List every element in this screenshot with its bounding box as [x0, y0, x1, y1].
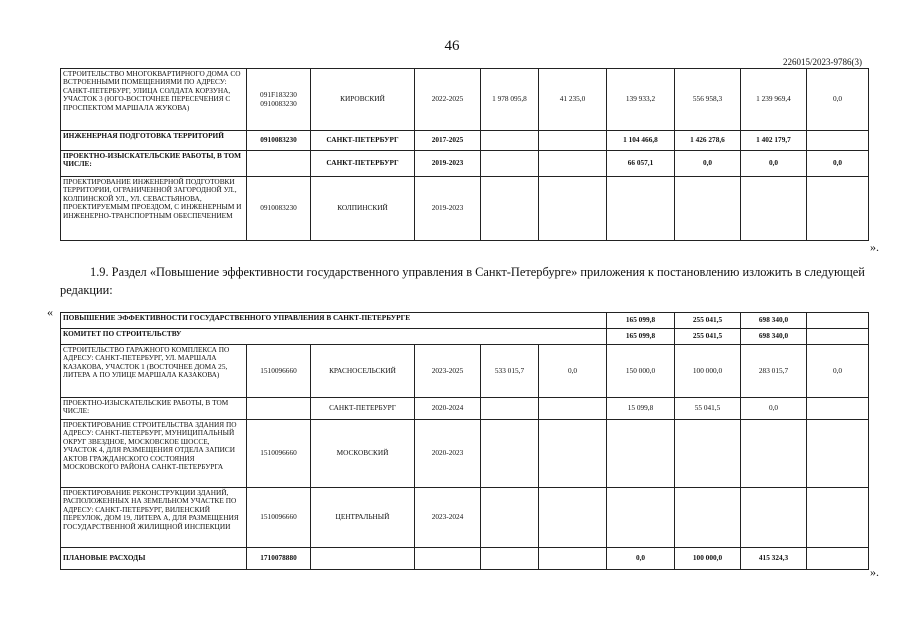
cell-value	[675, 420, 741, 488]
cell-value: 0,0	[607, 548, 675, 570]
cell-code: 091F183230 0910083230	[247, 69, 311, 131]
cell-value: 100 000,0	[675, 345, 741, 398]
cell-value	[607, 488, 675, 548]
table-row	[61, 131, 869, 151]
cell-value: 283 015,7	[741, 345, 807, 398]
cell-name: ИНЖЕНЕРНАЯ ПОДГОТОВКА ТЕРРИТОРИЙ	[61, 131, 247, 151]
cell-value	[539, 177, 607, 241]
opening-quote: «	[47, 305, 53, 319]
cell-years: 2020-2023	[415, 420, 481, 488]
cell-value	[539, 488, 607, 548]
cell-value	[807, 177, 869, 241]
cell-district: САНКТ-ПЕТЕРБУРГ	[311, 131, 415, 151]
cell-value	[807, 420, 869, 488]
cell-value	[539, 420, 607, 488]
cell-value	[539, 131, 607, 151]
cell-years: 2019-2023	[415, 151, 481, 177]
cell-district: ЦЕНТРАЛЬНЫЙ	[311, 488, 415, 548]
cell-years: 2023-2025	[415, 345, 481, 398]
cell-code: 1510096660	[247, 488, 311, 548]
cell-value: 0,0	[807, 151, 869, 177]
cell-value: 0,0	[675, 151, 741, 177]
cell-value: 1 239 969,4	[741, 69, 807, 131]
table-row	[61, 151, 869, 177]
cell-code: 1510096660	[247, 345, 311, 398]
cell-district	[311, 548, 415, 570]
cell-name: ПРОЕКТИРОВАНИЕ ИНЖЕНЕРНОЙ ПОДГОТОВКИ ТЕРРИТОРИИ, ОГРАНИЧЕННОЙ ЗАГОРОДНОЙ УЛ., КОЛПИНСКОЙ УЛ., УЛ. СЕВАСТЬЯНОВА, ПРОЕКТИРУЕМЫМ ПРОЕЗДОМ, С ИНЖЕНЕРНЫМ И ИНЖЕНЕРНО-ТРАНСПОРТНЫМ ОБЕСПЕЧЕНИЕМ	[61, 177, 247, 241]
table-row	[61, 177, 869, 241]
cell-district: КРАСНОСЕЛЬСКИЙ	[311, 345, 415, 398]
table-row	[61, 548, 869, 570]
table-row	[61, 345, 869, 398]
cell-value	[807, 329, 869, 345]
table-row	[61, 488, 869, 548]
cell-name: ПРОЕКТНО-ИЗЫСКАТЕЛЬСКИЕ РАБОТЫ, В ТОМ ЧИСЛЕ:	[61, 398, 247, 420]
cell-value	[539, 398, 607, 420]
cell-value	[481, 151, 539, 177]
cell-value	[481, 488, 539, 548]
cell-value: 698 340,0	[741, 313, 807, 329]
cell-value: 698 340,0	[741, 329, 807, 345]
cell-district: КИРОВСКИЙ	[311, 69, 415, 131]
cell-value	[481, 420, 539, 488]
cell-value: 255 041,5	[675, 313, 741, 329]
cell-name: КОМИТЕТ ПО СТРОИТЕЛЬСТВУ	[61, 329, 607, 345]
cell-code	[247, 398, 311, 420]
cell-code	[247, 151, 311, 177]
cell-value: 165 099,8	[607, 329, 675, 345]
cell-value: 0,0	[741, 398, 807, 420]
cell-value: 1 978 095,8	[481, 69, 539, 131]
page-number: 46	[444, 38, 460, 54]
budget-table-2	[60, 312, 869, 570]
cell-value: 150 000,0	[607, 345, 675, 398]
budget-table-1	[60, 68, 869, 241]
cell-value	[807, 313, 869, 329]
cell-value: 0,0	[741, 151, 807, 177]
cell-value	[807, 488, 869, 548]
table-row	[61, 313, 869, 329]
cell-value	[481, 131, 539, 151]
cell-name: ПРОЕКТИРОВАНИЕ СТРОИТЕЛЬСТВА ЗДАНИЯ ПО АДРЕСУ: САНКТ-ПЕТЕРБУРГ, МУНИЦИПАЛЬНЫЙ ОКРУГ ЗВЕЗДНОЕ, МОСКОВСКОЕ ШОССЕ, УЧАСТОК 4, ДЛЯ РАЗМЕЩЕНИЯ ОТДЕЛА ЗАПИСИ АКТОВ ГРАЖДАНСКОГО СОСТОЯНИЯ МОСКОВСКОГО РАЙОНА САНКТ-ПЕТЕРБУРГА	[61, 420, 247, 488]
cell-years: 2022-2025	[415, 69, 481, 131]
cell-value	[741, 488, 807, 548]
cell-value: 139 933,2	[607, 69, 675, 131]
cell-name: СТРОИТЕЛЬСТВО МНОГОКВАРТИРНОГО ДОМА СО ВСТРОЕННЫМИ ПОМЕЩЕНИЯМИ ПО АДРЕСУ: САНКТ-ПЕТЕРБУРГ, УЛИЦА СОЛДАТА КОРЗУНА, УЧАСТОК 3 (ЮГО-ВОСТОЧНЕЕ ПЕРЕСЕЧЕНИЯ С ПРОСПЕКТОМ МАРШАЛА ЖУКОВА)	[61, 69, 247, 131]
cell-value	[539, 548, 607, 570]
table-row	[61, 420, 869, 488]
cell-value: 556 958,3	[675, 69, 741, 131]
cell-value	[481, 177, 539, 241]
cell-value	[741, 420, 807, 488]
cell-value: 255 041,5	[675, 329, 741, 345]
table-row	[61, 329, 869, 345]
document-id: 226015/2023-9786(3)	[783, 57, 862, 67]
cell-value: 1 104 466,8	[607, 131, 675, 151]
cell-value: 0,0	[807, 345, 869, 398]
cell-years: 2020-2024	[415, 398, 481, 420]
cell-value: 55 041,5	[675, 398, 741, 420]
cell-value	[539, 151, 607, 177]
cell-value	[675, 488, 741, 548]
cell-value	[481, 548, 539, 570]
closing-quote: ».	[870, 565, 879, 579]
section-paragraph: 1.9. Раздел «Повышение эффективности государственного управления в Санкт-Петербурге» приложения к постановлению изложить в следующей редакции:	[60, 265, 865, 297]
cell-value: 15 099,8	[607, 398, 675, 420]
cell-value	[675, 177, 741, 241]
cell-value: 100 000,0	[675, 548, 741, 570]
cell-years: 2017-2025	[415, 131, 481, 151]
cell-code: 1710078880	[247, 548, 311, 570]
cell-code: 0910083230	[247, 177, 311, 241]
cell-code: 0910083230	[247, 131, 311, 151]
cell-value: 1 402 179,7	[741, 131, 807, 151]
cell-district: САНКТ-ПЕТЕРБУРГ	[311, 151, 415, 177]
cell-value	[807, 131, 869, 151]
cell-value: 533 015,7	[481, 345, 539, 398]
cell-name: ПОВЫШЕНИЕ ЭФФЕКТИВНОСТИ ГОСУДАРСТВЕННОГО УПРАВЛЕНИЯ В САНКТ-ПЕТЕРБУРГЕ	[61, 313, 607, 329]
cell-value	[607, 420, 675, 488]
cell-code: 1510096660	[247, 420, 311, 488]
cell-value: 66 057,1	[607, 151, 675, 177]
cell-name: СТРОИТЕЛЬСТВО ГАРАЖНОГО КОМПЛЕКСА ПО АДРЕСУ: САНКТ-ПЕТЕРБУРГ, УЛ. МАРШАЛА КАЗАКОВА, УЧАСТОК 1 (ВОСТОЧНЕЕ ДОМА 25, ЛИТЕРА А ПО УЛИЦЕ МАРШАЛА КАЗАКОВА)	[61, 345, 247, 398]
cell-name: ПЛАНОВЫЕ РАСХОДЫ	[61, 548, 247, 570]
cell-value	[807, 398, 869, 420]
cell-value	[607, 177, 675, 241]
cell-value	[481, 398, 539, 420]
table-row	[61, 69, 869, 131]
cell-district: МОСКОВСКИЙ	[311, 420, 415, 488]
cell-value: 0,0	[539, 345, 607, 398]
cell-value	[741, 177, 807, 241]
closing-quote: ».	[870, 240, 879, 254]
cell-value	[807, 548, 869, 570]
cell-value: 165 099,8	[607, 313, 675, 329]
cell-value: 41 235,0	[539, 69, 607, 131]
table-row	[61, 398, 869, 420]
cell-value: 415 324,3	[741, 548, 807, 570]
cell-years: 2023-2024	[415, 488, 481, 548]
cell-district: КОЛПИНСКИЙ	[311, 177, 415, 241]
cell-years: 2019-2023	[415, 177, 481, 241]
cell-district: САНКТ-ПЕТЕРБУРГ	[311, 398, 415, 420]
cell-years	[415, 548, 481, 570]
cell-name: ПРОЕКТНО-ИЗЫСКАТЕЛЬСКИЕ РАБОТЫ, В ТОМ ЧИСЛЕ:	[61, 151, 247, 177]
cell-name: ПРОЕКТИРОВАНИЕ РЕКОНСТРУКЦИИ ЗДАНИЙ, РАСПОЛОЖЕННЫХ НА ЗЕМЕЛЬНОМ УЧАСТКЕ ПО АДРЕСУ: САНКТ-ПЕТЕРБУРГ, ВИЛЕНСКИЙ ПЕРЕУЛОК, ДОМ 19, ЛИТЕРА А, ДЛЯ РАЗМЕЩЕНИЯ ГОСУДАРСТВЕННОЙ ЖИЛИЩНОЙ ИНСПЕКЦИИ	[61, 488, 247, 548]
cell-value: 0,0	[807, 69, 869, 131]
cell-value: 1 426 278,6	[675, 131, 741, 151]
